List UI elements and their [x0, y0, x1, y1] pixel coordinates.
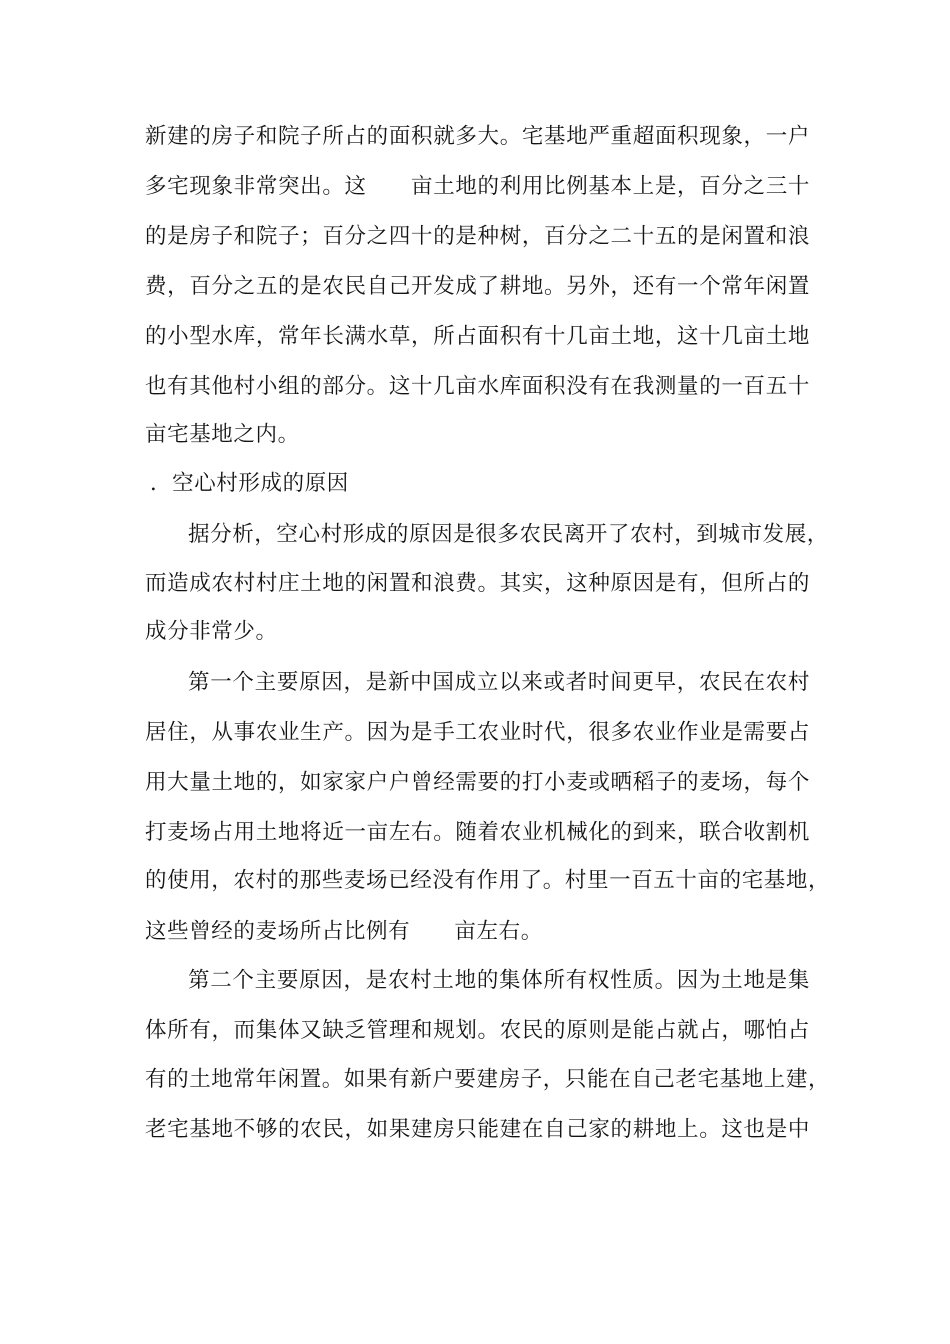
text-line: 的小型水库，常年长满水草，所占面积有十几亩土地，这十几亩土地	[145, 324, 810, 349]
text-line: 这些曾经的麦场所占比例有 亩左右。	[145, 919, 543, 944]
section-heading: ．空心村形成的原因	[150, 471, 349, 496]
text-line: 居住，从事农业生产。因为是手工农业时代，很多农业作业是需要占	[145, 720, 810, 745]
text-line: 成分非常少。	[145, 619, 278, 644]
text-line: 用大量土地的，如家家户户曾经需要的打小麦或晒稻子的麦场，每个	[145, 770, 810, 795]
text-line: 第二个主要原因，是农村土地的集体所有权性质。因为土地是集	[188, 968, 810, 993]
text-line: 老宅基地不够的农民，如果建房只能建在自己家的耕地上。这也是中	[145, 1117, 810, 1142]
text-line: 的是房子和院子；百分之四十的是种树，百分之二十五的是闲置和浪	[145, 224, 810, 249]
text-line: 有的土地常年闲置。如果有新户要建房子，只能在自己老宅基地上建，	[145, 1067, 831, 1092]
text-line: 第一个主要原因，是新中国成立以来或者时间更早，农民在农村	[188, 670, 810, 695]
text-line: 体所有，而集体又缺乏管理和规划。农民的原则是能占就占，哪怕占	[145, 1018, 810, 1043]
text-line: 费，百分之五的是农民自己开发成了耕地。另外，还有一个常年闲置	[145, 274, 810, 299]
text-line: 而造成农村村庄土地的闲置和浪费。其实，这种原因是有，但所占的	[145, 571, 810, 596]
text-line: 也有其他村小组的部分。这十几亩水库面积没有在我测量的一百五十	[145, 374, 810, 399]
text-line: 的使用，农村的那些麦场已经没有作用了。村里一百五十亩的宅基地，	[145, 868, 831, 893]
text-line: 亩宅基地之内。	[145, 422, 300, 447]
text-line: 新建的房子和院子所占的面积就多大。宅基地严重超面积现象，一户	[145, 124, 810, 149]
text-line: 据分析，空心村形成的原因是很多农民离开了农村，到城市发展，	[188, 522, 829, 547]
text-line: 多宅现象非常突出。这 亩土地的利用比例基本上是，百分之三十	[145, 174, 810, 199]
text-line: 打麦场占用土地将近一亩左右。随着农业机械化的到来，联合收割机	[145, 820, 810, 845]
